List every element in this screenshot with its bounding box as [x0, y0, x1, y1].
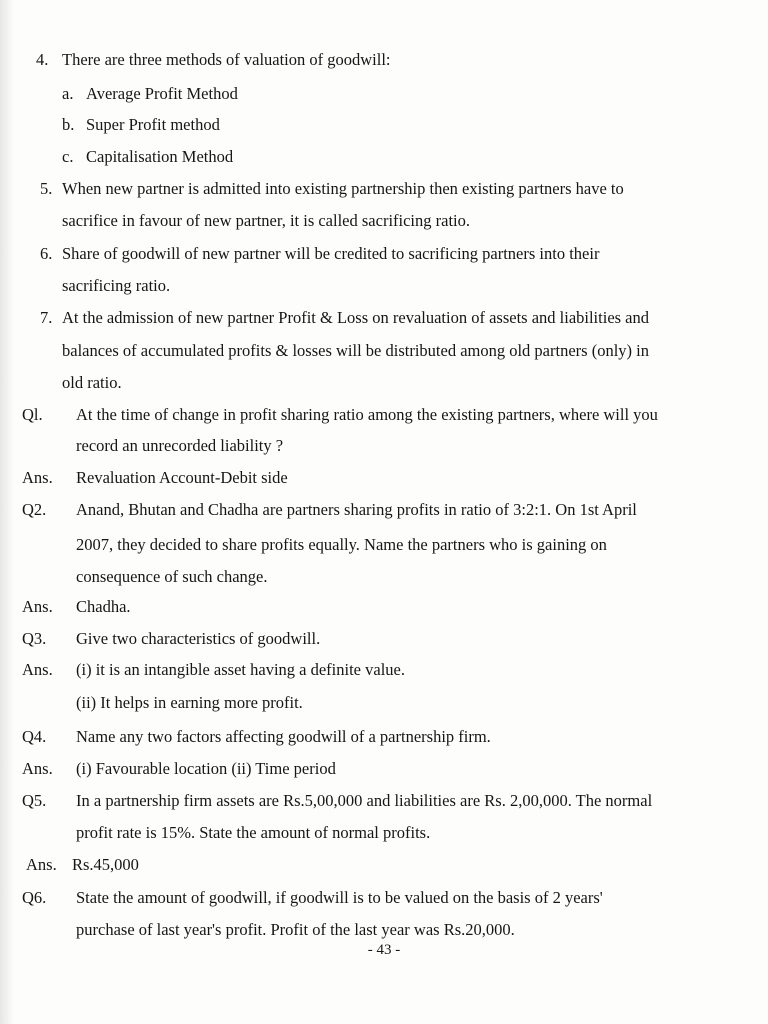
sub-point-letter: a. [62, 84, 74, 103]
question-label: Ql. [22, 405, 43, 424]
question-text: 2007, they decided to share profits equally. Name the partners who is gaining on [76, 535, 607, 554]
question-label: Q5. [22, 791, 47, 810]
question-text: profit rate is 15%. State the amount of normal profits. [76, 823, 431, 842]
point-text: old ratio. [62, 373, 122, 392]
answer-text: (i) Favourable location (ii) Time period [76, 759, 336, 778]
page-number: - 43 - [367, 942, 401, 958]
scan-shadow [0, 0, 14, 1024]
question-text: Name any two factors affecting goodwill of a partnership firm. [76, 727, 491, 746]
sub-point-letter: b. [62, 115, 75, 134]
question-text: At the time of change in profit sharing ratio among the existing partners, where will you [76, 405, 658, 424]
answer-text: Chadha. [76, 597, 131, 616]
question-label: Q2. [22, 500, 47, 519]
point-text: At the admission of new partner Profit & Loss on revaluation of assets and liabilities and [62, 308, 650, 327]
point-text: There are three methods of valuation of goodwill: [62, 50, 391, 69]
point-number: 7. [40, 308, 53, 327]
question-text: In a partnership firm assets are Rs.5,00,000 and liabilities are Rs. 2,00,000. The normal [76, 791, 653, 810]
answer-label: Ans. [22, 597, 53, 616]
point-text: sacrificing ratio. [62, 276, 171, 295]
sub-point-text: Super Profit method [86, 115, 220, 134]
answer-label: Ans. [22, 759, 53, 778]
answer-text: (ii) It helps in earning more profit. [76, 693, 303, 712]
answer-text: Revaluation Account-Debit side [76, 468, 288, 487]
point-text: Share of goodwill of new partner will be credited to sacrificing partners into their [62, 244, 600, 263]
answer-text: (i) it is an intangible asset having a definite value. [76, 660, 405, 679]
sub-point-letter: c. [62, 147, 74, 166]
question-text: Anand, Bhutan and Chadha are partners sharing profits in ratio of 3:2:1. On 1st April [76, 500, 637, 519]
question-text: record an unrecorded liability ? [76, 436, 284, 455]
sub-point-text: Capitalisation Method [86, 147, 234, 166]
question-label: Q4. [22, 727, 47, 746]
question-text: consequence of such change. [76, 567, 268, 586]
question-text: purchase of last year's profit. Profit of the last year was Rs.20,000. [76, 920, 515, 939]
point-text: sacrifice in favour of new partner, it is called sacrificing ratio. [62, 211, 470, 230]
point-text: balances of accumulated profits & losses will be distributed among old partners (only) in [62, 341, 649, 360]
question-label: Q3. [22, 629, 47, 648]
answer-label: Ans. [22, 468, 53, 487]
answer-label: Ans. [22, 660, 53, 679]
point-text: When new partner is admitted into existing partnership then existing partners have to [62, 179, 624, 198]
point-number: 6. [40, 244, 53, 263]
question-label: Q6. [22, 888, 47, 907]
question-text: State the amount of goodwill, if goodwill is to be valued on the basis of 2 years' [76, 888, 603, 907]
point-number: 5. [40, 179, 53, 198]
answer-label: Ans. [26, 855, 57, 874]
sub-point-text: Average Profit Method [86, 84, 238, 103]
answer-text: Rs.45,000 [72, 855, 139, 874]
question-text: Give two characteristics of goodwill. [76, 629, 321, 648]
point-number: 4. [36, 50, 49, 69]
